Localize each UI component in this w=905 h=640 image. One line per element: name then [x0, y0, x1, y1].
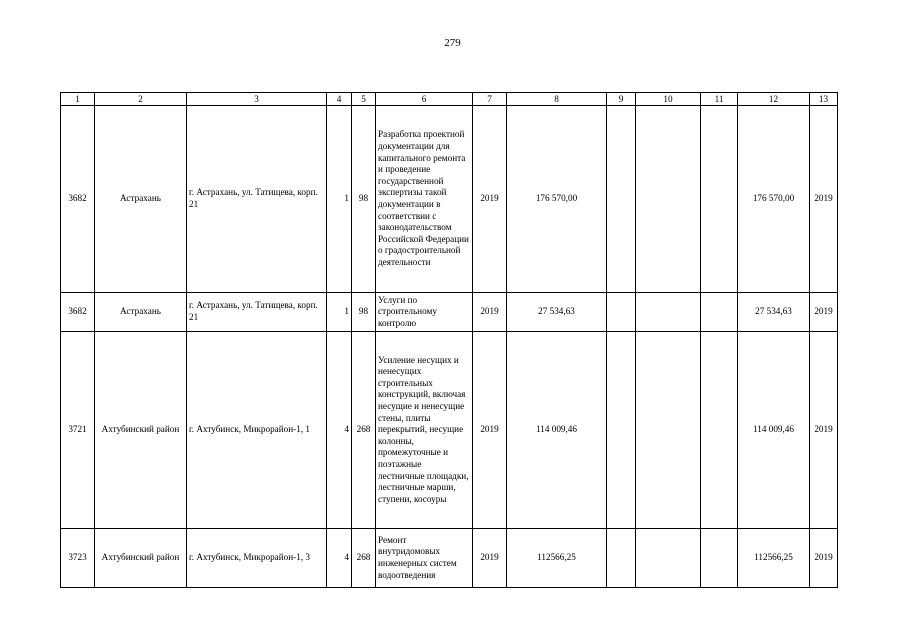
col11-cell [701, 332, 738, 529]
row-id-cell: 3682 [61, 106, 95, 293]
col4-cell: 4 [327, 332, 352, 529]
col12-total-cell: 176 570,00 [738, 106, 810, 293]
address-cell: г. Астрахань, ул. Татищева, корп. 21 [187, 293, 327, 332]
col11-cell [701, 293, 738, 332]
col4-cell: 1 [327, 106, 352, 293]
row-id-cell: 3721 [61, 332, 95, 529]
col13-year-cell: 2019 [810, 293, 838, 332]
table-row [61, 529, 838, 588]
col11-cell [701, 106, 738, 293]
work-description-cell: Ремонт внутридомовых инженерных систем водоотведения [376, 529, 473, 588]
year-cell: 2019 [473, 332, 507, 529]
row-id-cell: 3682 [61, 293, 95, 332]
column-header: 6 [376, 93, 473, 106]
district-cell: Астрахань [95, 293, 187, 332]
col9-cell [607, 332, 636, 529]
table-row [61, 332, 838, 529]
work-description-cell: Усиление несущих и ненесущих строительных конструкций, включая несущие и ненесущие стены, плиты перекрытий, несущие колонны, промежуточные и поэтажные лестничные площадки, лестничные марши, ступени, косоуры [376, 332, 473, 529]
col12-total-cell: 27 534,63 [738, 293, 810, 332]
cost-cell: 176 570,00 [507, 106, 607, 293]
column-header: 12 [738, 93, 810, 106]
column-header: 11 [701, 93, 738, 106]
col10-cell [636, 106, 701, 293]
column-header: 3 [187, 93, 327, 106]
year-cell: 2019 [473, 106, 507, 293]
column-header: 1 [61, 93, 95, 106]
repair-register-table [60, 92, 838, 588]
district-cell: Ахтубинский район [95, 529, 187, 588]
table-row [61, 293, 838, 332]
col5-cell: 98 [352, 293, 376, 332]
col9-cell [607, 529, 636, 588]
cost-cell: 114 009,46 [507, 332, 607, 529]
col4-cell: 4 [327, 529, 352, 588]
address-cell: г. Ахтубинск, Микрорайон-1, 3 [187, 529, 327, 588]
address-cell: г. Астрахань, ул. Татищева, корп. 21 [187, 106, 327, 293]
work-description-cell: Разработка проектной документации для капитального ремонта и проведение государственной экспертизы такой документации в соответствии с законодательством Российской Федерации о градостроительной деятельности [376, 106, 473, 293]
work-description-cell: Услуги по строительному контролю [376, 293, 473, 332]
page-number: 279 [444, 37, 461, 49]
cost-cell: 27 534,63 [507, 293, 607, 332]
col5-cell: 98 [352, 106, 376, 293]
col12-total-cell: 112566,25 [738, 529, 810, 588]
col12-total-cell: 114 009,46 [738, 332, 810, 529]
year-cell: 2019 [473, 293, 507, 332]
col11-cell [701, 529, 738, 588]
col10-cell [636, 529, 701, 588]
col13-year-cell: 2019 [810, 529, 838, 588]
column-header: 10 [636, 93, 701, 106]
col9-cell [607, 106, 636, 293]
district-cell: Ахтубинский район [95, 332, 187, 529]
year-cell: 2019 [473, 529, 507, 588]
col10-cell [636, 293, 701, 332]
column-number-header-row [61, 93, 838, 106]
col13-year-cell: 2019 [810, 332, 838, 529]
col5-cell: 268 [352, 529, 376, 588]
table-row [61, 106, 838, 293]
column-header: 13 [810, 93, 838, 106]
col13-year-cell: 2019 [810, 106, 838, 293]
column-header: 5 [352, 93, 376, 106]
col5-cell: 268 [352, 332, 376, 529]
column-header: 2 [95, 93, 187, 106]
column-header: 7 [473, 93, 507, 106]
column-header: 9 [607, 93, 636, 106]
district-cell: Астрахань [95, 106, 187, 293]
column-header: 8 [507, 93, 607, 106]
cost-cell: 112566,25 [507, 529, 607, 588]
col4-cell: 1 [327, 293, 352, 332]
col10-cell [636, 332, 701, 529]
col9-cell [607, 293, 636, 332]
address-cell: г. Ахтубинск, Микрорайон-1, 1 [187, 332, 327, 529]
column-header: 4 [327, 93, 352, 106]
row-id-cell: 3723 [61, 529, 95, 588]
